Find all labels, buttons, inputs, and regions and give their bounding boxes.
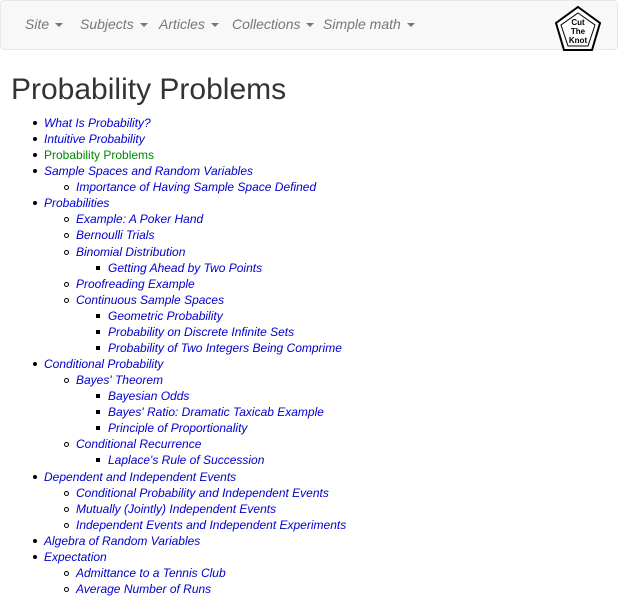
list-bullet-icon [64,217,69,222]
list-bullet-icon [64,442,69,447]
list-bullet-icon [96,410,100,414]
list-bullet-icon [64,523,69,528]
list-bullet-icon [33,153,37,157]
list-bullet-icon [33,475,37,479]
nav-simple-math-label: Simple math [323,16,401,32]
toc-current-item: Probability Problems [44,148,155,163]
toc-link[interactable]: Admittance to a Tennis Club [76,565,226,580]
list-bullet-icon [64,282,69,287]
toc-link[interactable]: Sample Spaces and Random Variables [44,164,254,179]
list-bullet-icon [64,491,69,496]
toc-link[interactable]: Importance of Having Sample Space Defined [76,180,317,195]
list-bullet-icon [96,266,100,270]
toc-link[interactable]: Expectation [44,549,107,564]
list-bullet-icon [96,458,100,462]
nav-collections-label: Collections [232,16,301,32]
toc-link[interactable]: Conditional Probability and Independent Events [76,485,329,500]
toc-link[interactable]: Principle of Proportionality [108,421,248,436]
logo-line-2: The [570,27,586,36]
toc-link[interactable]: Independent Events and Independent Experiments [76,517,347,532]
list-bullet-icon [96,346,100,350]
toc-link[interactable]: Binomial Distribution [76,244,186,259]
toc-link[interactable]: Conditional Probability [44,357,164,372]
nav-articles-label: Articles [159,16,205,32]
page-title: Probability Problems [11,73,287,106]
list-bullet-icon [64,587,69,592]
toc-link[interactable]: Getting Ahead by Two Points [108,260,263,275]
list-bullet-icon [33,539,37,543]
list-bullet-icon [96,394,100,398]
toc-link[interactable]: What Is Probability? [44,116,151,130]
list-bullet-icon [64,250,69,255]
toc-link[interactable]: Bayes' Ratio: Dramatic Taxicab Example [108,405,324,420]
list-bullet-icon [96,426,100,430]
toc-link[interactable]: Average Number of Runs [76,582,212,597]
list-bullet-icon [33,555,37,559]
nav-site-label: Site [25,16,50,32]
list-bullet-icon [64,298,69,303]
logo-line-3: Knot [568,36,588,45]
toc-link[interactable]: Continuous Sample Spaces [76,292,225,307]
list-bullet-icon [33,137,37,141]
toc-link[interactable]: Bayesian Odds [108,389,190,404]
list-bullet-icon [64,185,69,190]
toc-link[interactable]: Dependent and Independent Events [44,469,237,484]
logo-line-1: Cut [571,18,585,27]
list-bullet-icon [33,169,37,173]
list-bullet-icon [64,378,69,383]
toc-link[interactable]: Bernoulli Trials [76,228,155,243]
list-bullet-icon [64,233,69,238]
toc-link[interactable]: Proofreading Example [76,276,195,291]
toc-link[interactable]: Probability of Two Integers Being Comprime [108,340,342,355]
toc-link[interactable]: Geometric Probability [108,308,223,323]
nav-subjects-label: Subjects [80,16,134,32]
list-bullet-icon [33,121,37,125]
toc-link[interactable]: Intuitive Probability [44,132,145,147]
toc-link[interactable]: Example: A Poker Hand [76,212,204,227]
toc-link[interactable]: Probability on Discrete Infinite Sets [108,324,295,339]
list-bullet-icon [64,571,69,576]
toc-link[interactable]: Probabilities [44,196,110,211]
toc-link[interactable]: Conditional Recurrence [76,437,202,452]
list-bullet-icon [96,330,100,334]
toc-link[interactable]: Algebra of Random Variables [44,533,201,548]
list-bullet-icon [64,507,69,512]
toc-link[interactable]: Laplace's Rule of Succession [108,453,265,468]
list-bullet-icon [96,314,100,318]
list-bullet-icon [33,362,37,366]
list-bullet-icon [33,201,37,205]
toc-link[interactable]: Bayes' Theorem [76,373,163,388]
toc-link[interactable]: Mutually (Jointly) Independent Events [76,501,277,516]
